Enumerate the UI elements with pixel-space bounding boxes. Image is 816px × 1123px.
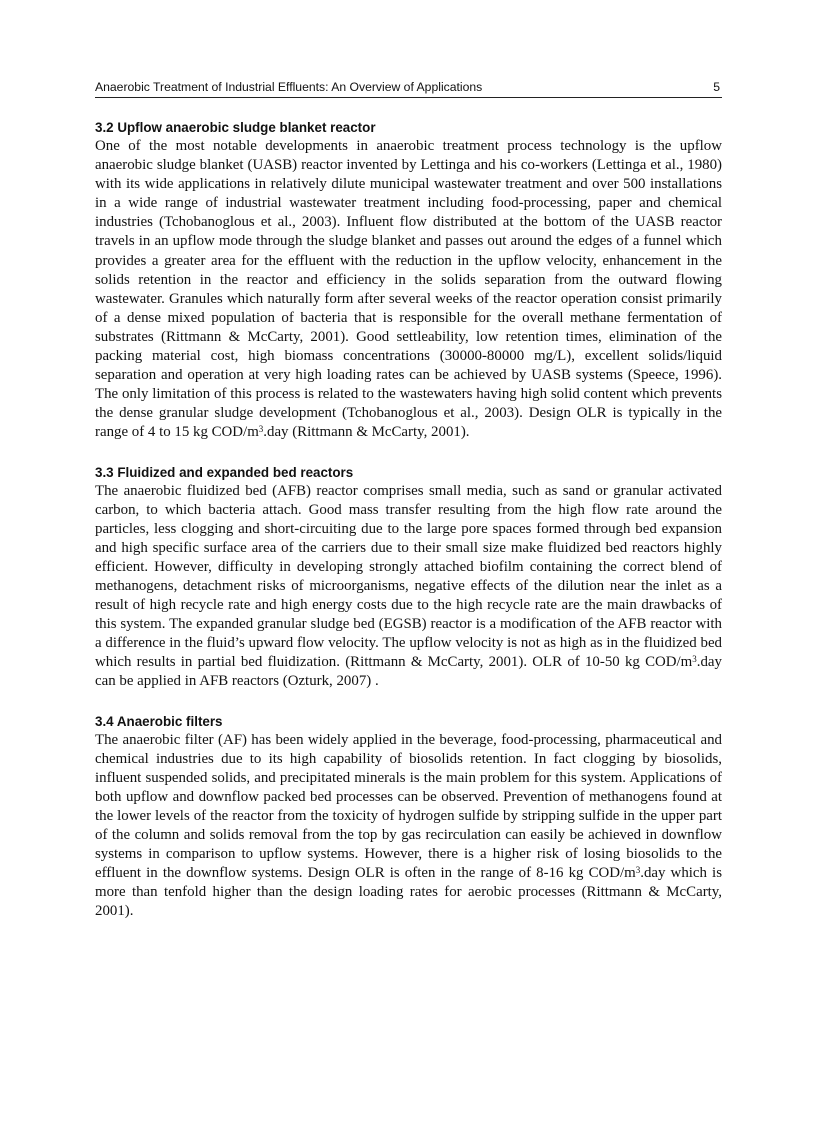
- paragraph-text-end: .day can be applied in AFB reactors (Ozturk, 2007) .: [95, 654, 722, 690]
- section-heading: 3.3 Fluidized and expanded bed reactors: [95, 464, 354, 480]
- superscript: 3: [635, 865, 641, 876]
- section-fluidized-bed-reactors: [95, 463, 722, 692]
- superscript: 3: [692, 654, 697, 665]
- superscript: 3: [258, 424, 264, 435]
- section-heading: 3.2 Upflow anaerobic sludge blanket reactor: [95, 120, 376, 135]
- paragraph-text-end: .day (Rittmann & McCarty, 2001).: [263, 424, 470, 441]
- section-heading: 3.4 Anaerobic filters: [95, 713, 223, 729]
- paragraph-text-end: .day which is more than tenfold higher than the design loading rates for aerobic processes (Rittmann & McCarty, 2001).: [95, 865, 722, 920]
- section-paragraph: [95, 137, 722, 443]
- section-paragraph: [95, 482, 722, 692]
- paragraph-text: The anaerobic filter (AF) has been widely applied in the beverage, food-processing, pharmaceutical and chemical industries due to its high capability of biosolids retention. In fact clogging by biosolids, influent suspended solids, and precipitated minerals is the main problem for this system. Applications of both upflow and downflow packed bed processes can be observed. Prevention of methanogens found at the lower levels of the reactor from the toxicity of hydrogen sulfide by stripping sulfide in the upper part of the column and solids removal from the top by gas recirculation can easily be achieved in downflow systems in comparison to upflow systems. However, there is a higher risk of losing biosolids to the effluent in the downflow systems. Design OLR is often in the range of 8-16 kg COD/m: [95, 731, 722, 882]
- running-title: Anaerobic Treatment of Industrial Effluents: An Overview of Applications: [95, 80, 483, 94]
- section-paragraph: [95, 731, 722, 922]
- paragraph-text: One of the most notable developments in anaerobic treatment process technology is the upflow anaerobic sludge blanket (UASB) reactor invented by Lettinga and his co-workers (Lettinga et al., 1980) with its wide applications in relatively dilute municipal wastewater treatment and over 500 installations in a wide range of industrial wastewater treatment including food-processing, paper and chemical industries (Tchobanoglous et al., 2003). Influent flow distributed at the bottom of the UASB reactor travels in an upflow mode through the sludge blanket and passes out around the edges of a funnel which provides a greater area for the effluent with the reduction in the upflow velocity, enhancement in the solids retention in the reactor and efficiency in the solids separation from the outward flowing wastewater. Granules which naturally form after several weeks of the reactor operation consist primarily of a dense mixed population of bacteria that is responsible for the overall methane fermentation of substrates (Rittmann & McCarty, 2001). Good settleability, low retention times, elimination of the packing material cost, high biomass concentrations (30000-80000 mg/L), excellent solids/liquid separation and operation at very high loading rates can be achieved by UASB systems (Speece, 1996). The only limitation of this process is related to the wastewaters having high solid content which prevents the dense granular sludge development (Tchobanoglous et al., 2003). Design OLR is typically in the range of 4 to 15 kg COD/m: [95, 138, 722, 441]
- running-header: [95, 80, 722, 98]
- page-number: 5: [713, 80, 720, 94]
- section-anaerobic-filters: [95, 712, 722, 922]
- document-page: [95, 80, 722, 921]
- paragraph-text: The anaerobic fluidized bed (AFB) reactor comprises small media, such as sand or granular activated carbon, to which bacteria attach. Good mass transfer resulting from the high flow rate around the particles, less clogging and short-circuiting due to the large pore spaces formed through bed expansion and high specific surface area of the carriers due to their small size make fluidized bed reactors highly efficient. However, difficulty in developing strongly attached biofilm containing the correct blend of methanogens, detachment risks of microorganisms, negative effects of the dilution near the inlet as a result of high recycle rate and high energy costs due to the high recycle rate are the main drawbacks of this system. The expanded granular sludge bed (EGSB) reactor is a modification of the AFB reactor with a difference in the fluid’s upward flow velocity. The upflow velocity is not as high as in the fluidized bed which results in partial bed fluidization. (Rittmann & McCarty, 2001). OLR of 10-50 kg COD/m: [95, 482, 722, 671]
- section-uasb-reactor: [95, 118, 722, 443]
